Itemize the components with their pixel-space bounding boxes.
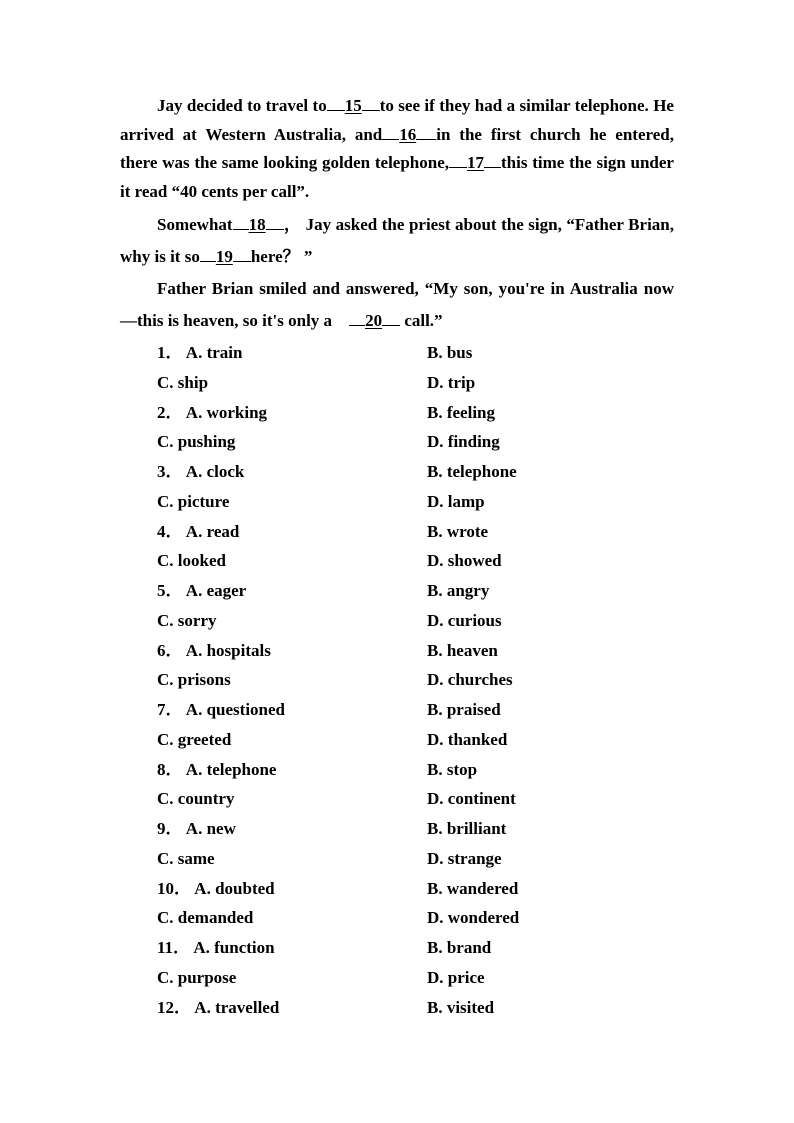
option-left: 7． A. questioned — [157, 700, 285, 719]
option-left: C. prisons — [157, 670, 231, 690]
option-right: B. praised — [427, 700, 501, 719]
option-row — [120, 427, 674, 457]
option-right: B. telephone — [427, 462, 517, 481]
passage-text: this time the sign under it read “40 cents per call”. — [120, 153, 674, 201]
option-left: C. sorry — [157, 610, 217, 630]
option-left: 12． A. travelled — [157, 997, 280, 1017]
option-right: B. wrote — [427, 521, 489, 541]
option-left: 5． A. eager — [157, 581, 247, 600]
option-right: D. curious — [427, 610, 502, 630]
blank-16 — [382, 121, 436, 150]
option-left: 9． A. new — [157, 819, 236, 838]
option-right: B. angry — [427, 581, 490, 600]
option-left: C. same — [157, 848, 215, 868]
option-right: B. feeling — [427, 402, 495, 422]
option-left: 3． A. clock — [157, 462, 245, 481]
passage-text: here？ ” — [250, 247, 313, 266]
option-left: C. purpose — [157, 967, 237, 987]
blank-15 — [327, 92, 380, 121]
passage-paragraph-2 — [120, 209, 674, 273]
option-left: C. picture — [157, 491, 230, 511]
option-left: C. pushing — [157, 432, 236, 452]
option-row — [120, 993, 674, 1023]
option-right: D. continent — [427, 789, 516, 809]
passage-text: to see if they had a similar telephone. He arrived at Western Australia, and — [120, 96, 674, 144]
option-right: B. bus — [427, 343, 473, 362]
blank-number: 18 — [248, 215, 266, 234]
option-left: C. ship — [157, 372, 209, 392]
blank-number: 19 — [215, 247, 233, 266]
option-row — [120, 517, 674, 547]
option-row — [120, 487, 674, 517]
blank-number: 16 — [399, 124, 417, 144]
option-row — [120, 903, 674, 933]
option-right: D. wondered — [427, 908, 520, 928]
blank-number: 15 — [344, 96, 362, 115]
option-row — [120, 755, 674, 785]
option-right: D. trip — [427, 372, 476, 392]
option-row — [120, 457, 674, 487]
passage-text: Father Brian smiled and answered, “My son, you're in Australia now —this is heaven, so it's only a — [120, 279, 674, 330]
option-row — [120, 784, 674, 814]
option-right: B. visited — [427, 997, 495, 1017]
option-left: C. greeted — [157, 729, 232, 749]
passage-text: Jay decided to travel to — [157, 96, 327, 115]
answer-options — [120, 338, 674, 1022]
option-row — [120, 814, 674, 844]
option-right: D. strange — [427, 848, 502, 868]
passage-text: ， Jay asked the priest about the sign, “Father Brian, why is it so — [120, 215, 674, 266]
option-right: D. finding — [427, 432, 500, 452]
option-left: C. looked — [157, 551, 226, 571]
option-right: B. heaven — [427, 640, 498, 660]
option-row — [120, 606, 674, 636]
option-row — [120, 398, 674, 428]
option-left: 6． A. hospitals — [157, 640, 271, 660]
passage-text: Somewhat — [157, 215, 233, 234]
option-row — [120, 844, 674, 874]
option-right: D. price — [427, 967, 485, 987]
option-right: B. brand — [427, 938, 492, 957]
passage-text: call.” — [404, 311, 443, 330]
blank-20 — [349, 305, 400, 337]
option-right: D. churches — [427, 670, 513, 690]
option-left: C. country — [157, 789, 235, 809]
option-row — [120, 933, 674, 963]
blank-17 — [449, 149, 501, 178]
option-left: 1． A. train — [157, 343, 243, 362]
option-right: B. brilliant — [427, 819, 507, 838]
option-row — [120, 695, 674, 725]
option-row — [120, 665, 674, 695]
option-row — [120, 546, 674, 576]
option-left: 10． A. doubted — [157, 878, 275, 898]
passage-paragraph-1 — [120, 92, 674, 206]
blank-19 — [200, 241, 251, 273]
option-row — [120, 725, 674, 755]
option-right: B. stop — [427, 759, 478, 779]
option-row — [120, 963, 674, 993]
option-row — [120, 636, 674, 666]
option-right: B. wandered — [427, 878, 519, 898]
option-right: D. lamp — [427, 491, 485, 511]
option-left: 4． A. read — [157, 521, 240, 541]
option-row — [120, 576, 674, 606]
option-row — [120, 338, 674, 368]
blank-number: 20 — [365, 311, 383, 330]
option-right: D. showed — [427, 551, 502, 571]
blank-number: 17 — [467, 153, 485, 172]
option-left: 2． A. working — [157, 402, 268, 422]
passage-text: in the first church he entered, there was the same looking golden telephone, — [120, 124, 674, 172]
option-right: D. thanked — [427, 729, 508, 749]
option-row — [120, 874, 674, 904]
option-row — [120, 368, 674, 398]
option-left: 8． A. telephone — [157, 759, 277, 779]
blank-18 — [233, 209, 284, 241]
option-left: 11． A. function — [157, 938, 275, 957]
option-left: C. demanded — [157, 908, 254, 928]
passage-paragraph-3 — [120, 273, 674, 337]
document-page — [120, 92, 674, 1022]
